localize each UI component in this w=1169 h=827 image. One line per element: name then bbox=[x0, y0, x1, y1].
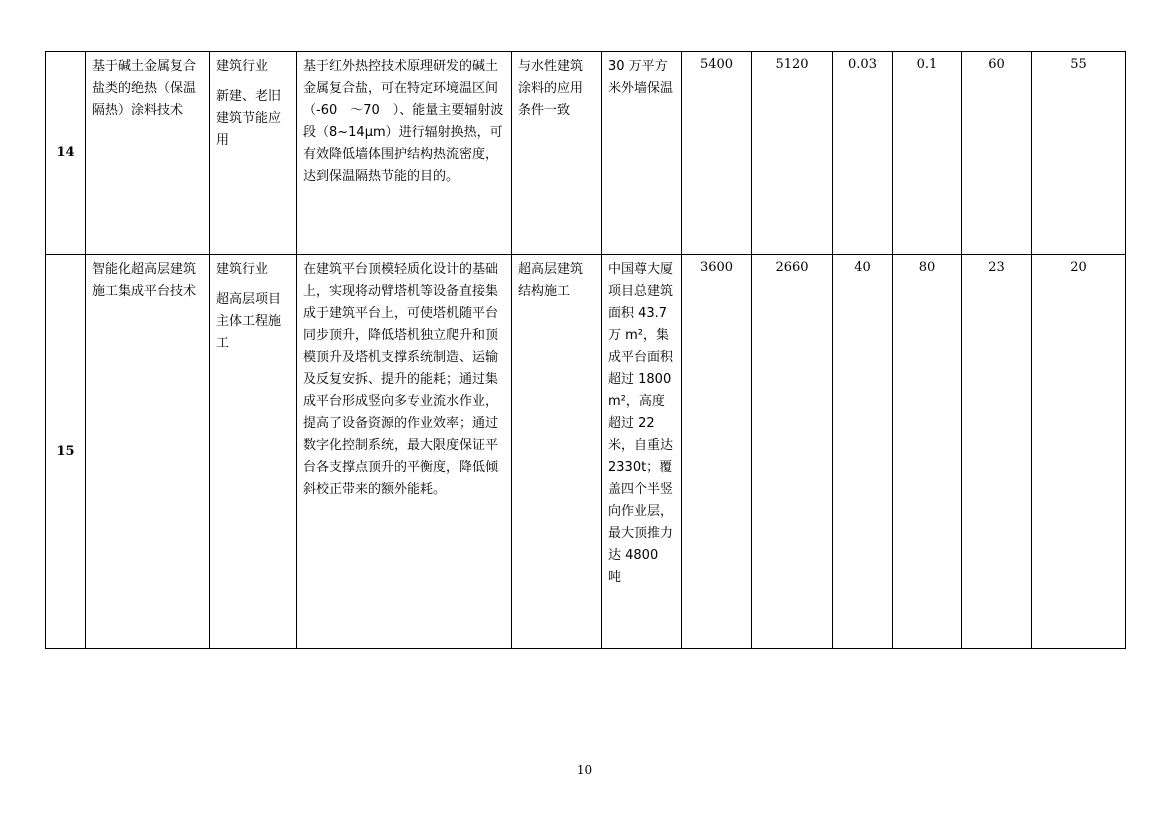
conditions-cell: 超高层建筑结构施工 bbox=[512, 255, 602, 649]
row-number: 14 bbox=[46, 52, 86, 255]
industry-application-cell bbox=[210, 255, 297, 649]
value-cell: 80 bbox=[893, 255, 962, 649]
application-text: 新建、老旧建筑节能应用 bbox=[216, 89, 282, 148]
conditions-cell: 与水性建筑涂料的应用条件一致 bbox=[512, 52, 602, 255]
industry-text: 建筑行业 bbox=[216, 262, 269, 277]
value-cell: 60 bbox=[962, 52, 1032, 255]
value-cell: 20 bbox=[1032, 255, 1126, 649]
description-cell: 基于红外热控技术原理研发的碱土金属复合盐，可在特定环境温区间（-60 ～70 ）、能量主要辐射波段（8~14μm）进行辐射换热，可有效降低墙体围护结构热流密度，达到保温隔热节能的目的。 bbox=[297, 52, 512, 255]
spacer bbox=[216, 281, 290, 289]
row-number: 15 bbox=[46, 255, 86, 649]
spacer bbox=[216, 78, 290, 86]
value-cell: 55 bbox=[1032, 52, 1126, 255]
value-cell: 23 bbox=[962, 255, 1032, 649]
application-text: 超高层项目主体工程施工 bbox=[216, 292, 282, 351]
technology-name-cell: 智能化超高层建筑施工集成平台技术 bbox=[86, 255, 210, 649]
case-cell: 中国尊大厦项目总建筑面积 43.7 万 m²，集成平台面积超过 1800m²，高度超过 22 米，自重达 2330t；覆盖四个半竖向作业层，最大顶推力达 4800 吨 bbox=[602, 255, 682, 649]
value-cell: 0.1 bbox=[893, 52, 962, 255]
industry-application-cell bbox=[210, 52, 297, 255]
technology-name-cell: 基于碱土金属复合盐类的绝热（保温隔热）涂料技术 bbox=[86, 52, 210, 255]
industry-text: 建筑行业 bbox=[216, 59, 269, 74]
technology-table bbox=[45, 51, 1126, 649]
value-cell: 5400 bbox=[682, 52, 752, 255]
value-cell: 2660 bbox=[752, 255, 833, 649]
value-cell: 0.03 bbox=[833, 52, 893, 255]
description-cell: 在建筑平台顶模轻质化设计的基础上，实现将动臂塔机等设备直接集成于建筑平台上，可使塔机随平台同步顶升，降低塔机独立爬升和顶模顶升及塔机支撑系统制造、运输及反复安拆、提升的能耗；通过集成平台形成竖向多专业流水作业，提高了设备资源的作业效率；通过数字化控制系统，最大限度保证平台各支撑点顶升的平衡度，降低倾斜校正带来的额外能耗。 bbox=[297, 255, 512, 649]
value-cell: 3600 bbox=[682, 255, 752, 649]
value-cell: 40 bbox=[833, 255, 893, 649]
table-row bbox=[46, 52, 1126, 255]
case-cell: 30 万平方米外墙保温 bbox=[602, 52, 682, 255]
page-number: 10 bbox=[576, 763, 593, 777]
value-cell: 5120 bbox=[752, 52, 833, 255]
table-row bbox=[46, 255, 1126, 649]
